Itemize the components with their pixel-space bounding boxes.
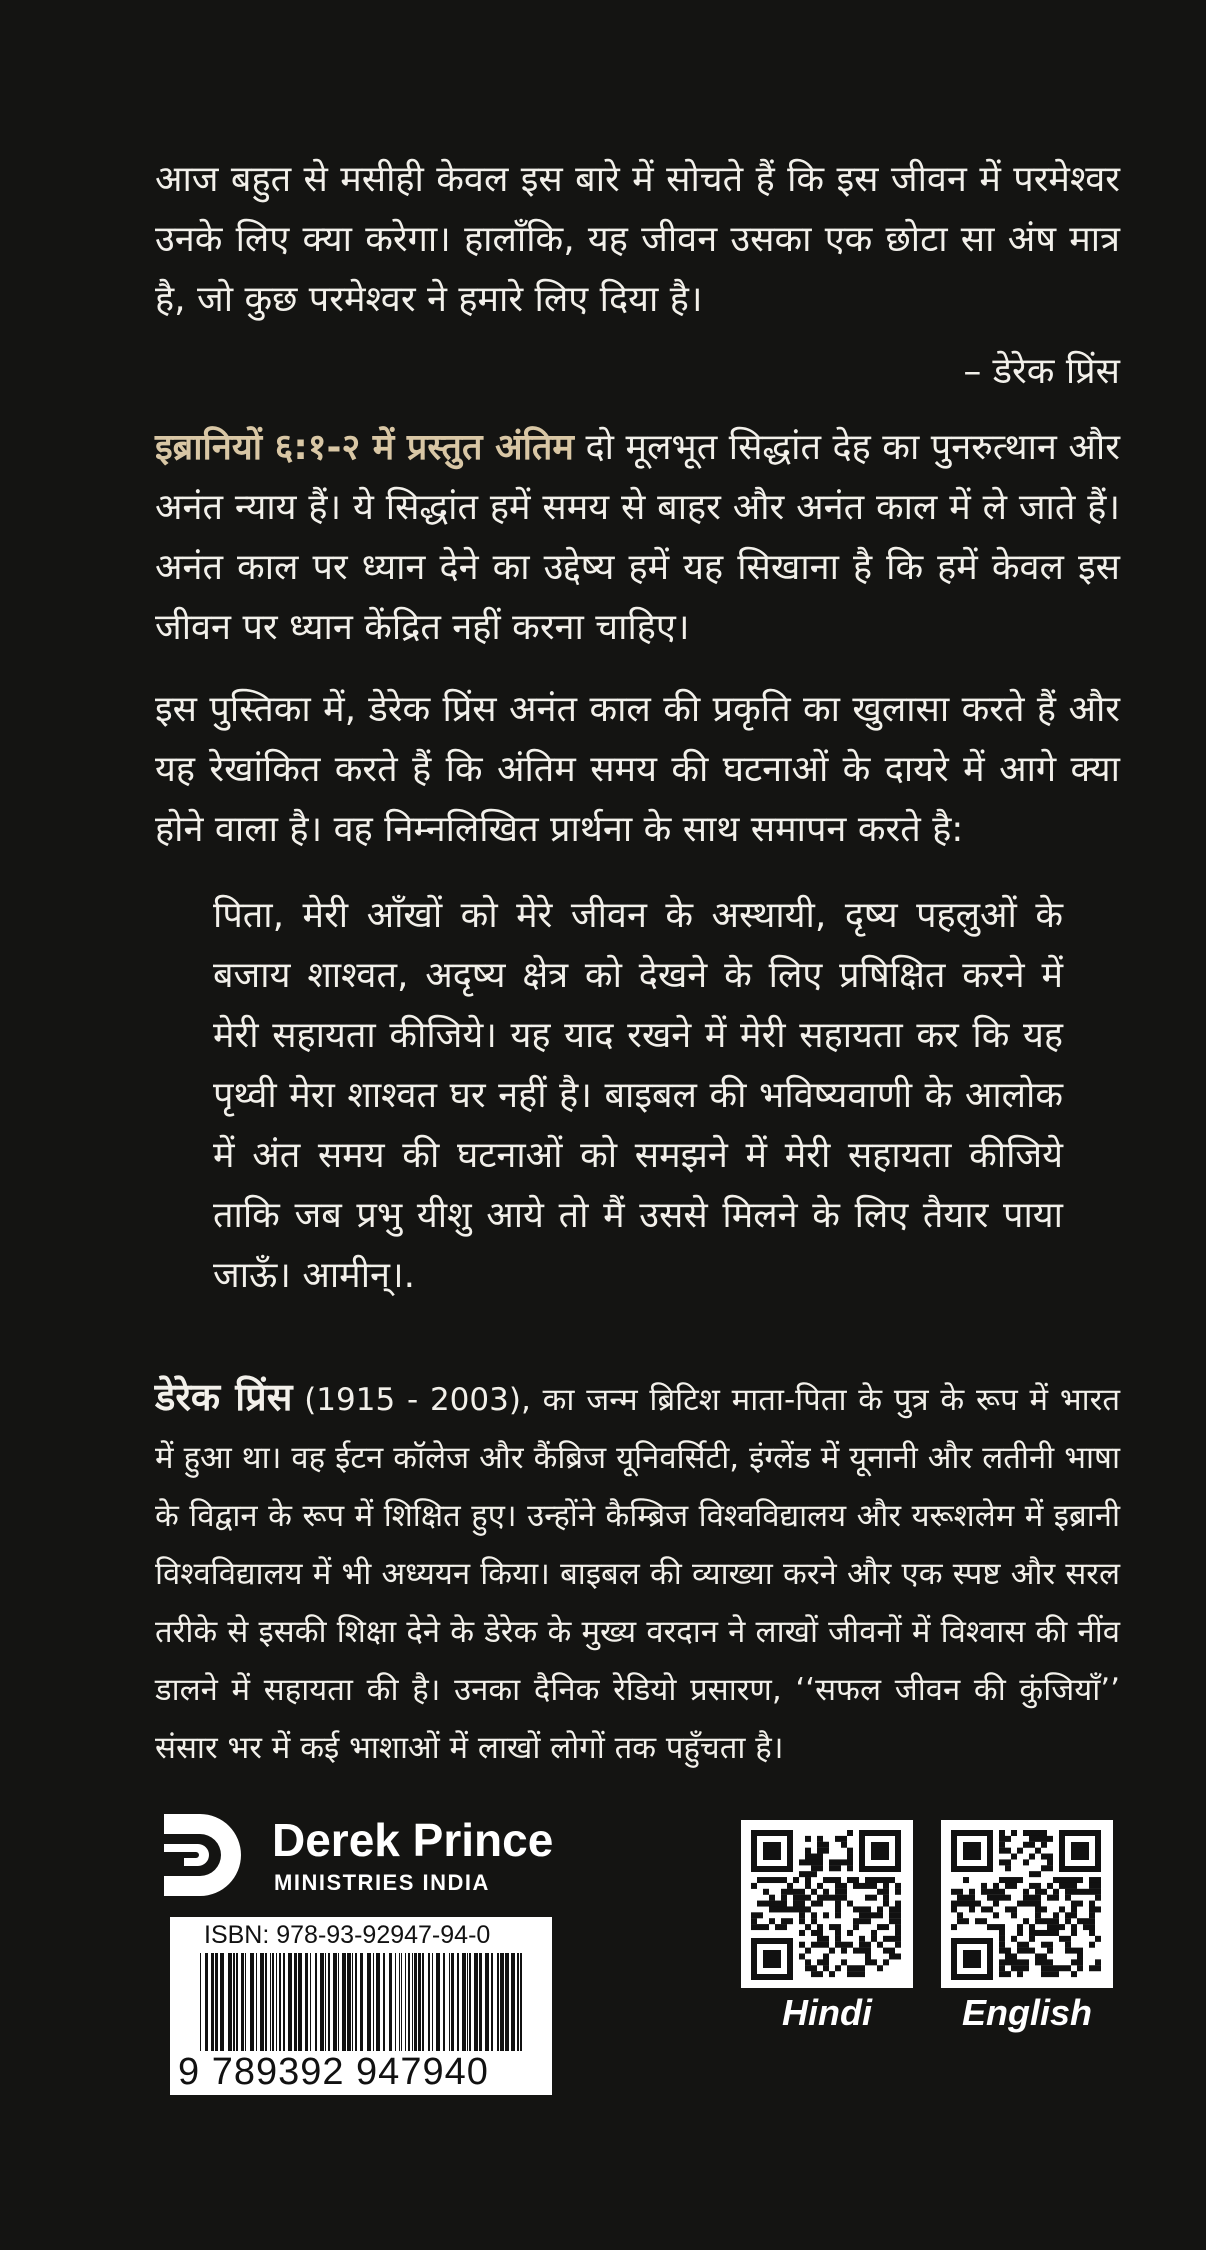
summary-paragraph [155,680,1120,860]
qr-label-english: English [961,1992,1092,2033]
intro-rest: दो मूलभूत सिद्धांत देह का पुनरुत्थान और अनंत न्याय हैं। ये सिद्धांत हमें समय से बाहर और अनंत काल में ले जाते हैं। अनंत काल पर ध्यान देने का उद्देष्य हमें यह सिखाना है कि हमें केवल इस जीवन पर ध्यान केंद्रित नहीं करना चाहिए। [155,427,1120,648]
quote-attribution: – डेरेक प्रिंस [963,351,1120,392]
opening-quote [155,150,1120,330]
derek-prince-logo-icon [160,1810,242,1900]
isbn-label: ISBN: 978-93-92947-94-0 [204,1921,491,1949]
author-name: डेरेक प्रिंस [155,1375,293,1419]
isbn-barcode [170,1917,552,2095]
barcode-bars [198,1953,524,2051]
bio-text: (1915 - 2003), का जन्म ब्रिटिश माता-पिता के पुत्र के रूप में भारत में हुआ था। वह ईटन कॉलेज और कैंब्रिज यूनिवर्सिटी, इंग्लेंड में यूनानी और लतीनी भाषा के विद्वान के रूप में शिक्षित हुए। उन्होंने कैम्ब्रिज विश्वविद्यालय और यरूशलेम में इब्रानी विश्वविद्यालय में भी अध्ययन किया। बाइबल की व्याख्या करने और एक स्पष्ट और सरल तरीके से इसकी शिक्षा देने के डेरेक के मुख्य वरदान ने लाखों जीवनों में विश्वास की नींव डालने में सहायता की है। उनका दैनिक रेडियो प्रसारण, ‘‘सफल जीवन की कुंजियाँ’’ संसार भर में कई भाशाओं में लाखों लोगों तक पहुँचता है। [155,1382,1120,1766]
logo-title: Derek Prince [272,1814,554,1866]
qr-label-hindi: Hindi [782,1992,872,2033]
quote-text: आज बहुत से मसीही केवल इस बारे में सोचते हैं कि इस जीवन में परमेश्वर उनके लिए क्या करेगा। हालाँकि, यह जीवन उसका एक छोटा सा अंष मात्र है, जो कुछ परमेश्वर ने हमारे लिए दिया है। [155,159,1120,320]
prayer-text: पिता, मेरी आँखों को मेरे जीवन के अस्थायी, दृष्य पहलुओं के बजाय शाश्वत, अदृष्य क्षेत्र को देखने के लिए प्रषिक्षित करने में मेरी सहायता कीजिये। यह याद रखने में मेरी सहायता कर कि यह पृथ्वी मेरा शाश्वत घर नहीं है। बाइबल की भविष्यवाणी के आलोक में अंत समय की घटनाओं को समझने में मेरी सहायता कीजिये ताकि जब प्रभु यीशु आये तो मैं उससे मिलने के लिए तैयार पाया जाऊँ। आमीन्।. [213,895,1063,1296]
qr-code-english[interactable] [941,1820,1113,1988]
intro-highlight: इब्रानियों ६:१-२ में प्रस्तुत अंतिम [155,427,574,468]
logo-subtitle: MINISTRIES INDIA [274,1870,490,1895]
qr-code-hindi[interactable] [741,1820,913,1988]
prayer-paragraph [213,886,1063,1306]
summary-text: इस पुस्तिका में, डेरेक प्रिंस अनंत काल की प्रकृति का खुलासा करते हैं और यह रेखांकित करते हैं कि अंतिम समय की घटनाओं के दायरे में आगे क्या होने वाला है। वह निम्नलिखित प्रार्थना के साथ समापन करते है: [155,689,1120,850]
intro-paragraph [155,418,1120,658]
author-bio [155,1368,1120,1777]
publisher-logo [160,1810,560,1900]
barcode-number: 9 789392 947940 [178,2051,489,2093]
